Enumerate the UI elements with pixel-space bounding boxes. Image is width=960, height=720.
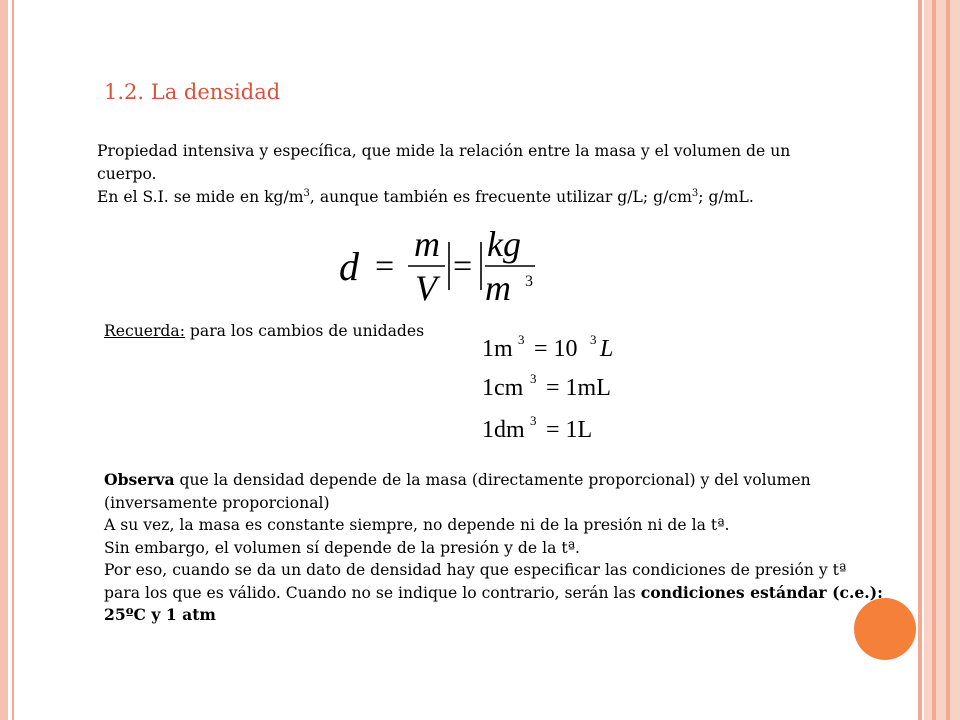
formula-d: d [339,244,359,289]
svg-text:3: 3 [530,413,537,428]
accent-circle [854,598,916,660]
formula-unit-denominator: m [485,268,511,308]
left-frame-line [12,0,14,720]
svg-text:3: 3 [530,371,537,386]
formula-numerator: m [414,224,440,264]
recuerda-text: Recuerda: para los cambios de unidades [104,322,425,340]
formula-unit-exponent: 3 [525,273,533,290]
right-frame-band-3 [950,0,960,720]
conversion-m3 [480,330,660,364]
intro-definition: Propiedad intensiva y específica, que mide la relación entre la masa y el volumen de un cuerpo. [97,142,791,183]
observa-line: Observa que la densidad depende de la masa (directamente proporcional) y del volumen (inversamente proporcional) [104,470,811,512]
intro-units: En el S.I. se mide en $kg/m^3$, aunque también es frecuente utilizar g/L; $g/cm^3$; g/mL. [97,188,754,206]
observa-paragraph [104,469,884,627]
volumen-line: Sin embargo, el volumen sí depende de la presión y de la tª. [104,538,580,557]
svg-text:1cm: 1cm [482,375,524,401]
conversion-cm3 [480,369,660,403]
recuerda-label: Recuerda: [104,322,185,340]
formula-equals: = [375,248,395,285]
svg-text:3: 3 [518,332,525,347]
svg-text:1dm: 1dm [482,417,525,443]
density-formula [335,220,555,320]
intro-paragraph [97,140,832,209]
conversion-dm3 [480,411,660,445]
formula-equals-2: = [453,248,473,285]
right-frame-line-1 [918,0,922,720]
svg-text:= 10: = 10 [534,336,578,362]
left-frame-border [0,0,8,720]
formula-unit-numerator: kg [487,224,521,264]
condiciones-line: Por eso, cuando se da un dato de densidad hay que especificar las condiciones de presión y tª para los que es válido. Cuando no se indique lo contrario, serán las condiciones estándar (c.e.): 25ºC y 1 atm [104,561,883,624]
svg-text:1m: 1m [482,336,513,362]
svg-text:L: L [600,336,614,362]
svg-text:= 1mL: = 1mL [546,375,611,401]
right-frame-band-2 [936,0,946,720]
svg-text:= 1L: = 1L [546,417,593,443]
masa-line: A su vez, la masa es constante siempre, no depende ni de la presión ni de la tª. [104,516,730,534]
slide-title: 1.2. La densidad [104,80,281,104]
svg-text:3: 3 [590,332,597,347]
formula-denominator: V [415,268,437,308]
right-frame-band-1 [924,0,932,720]
